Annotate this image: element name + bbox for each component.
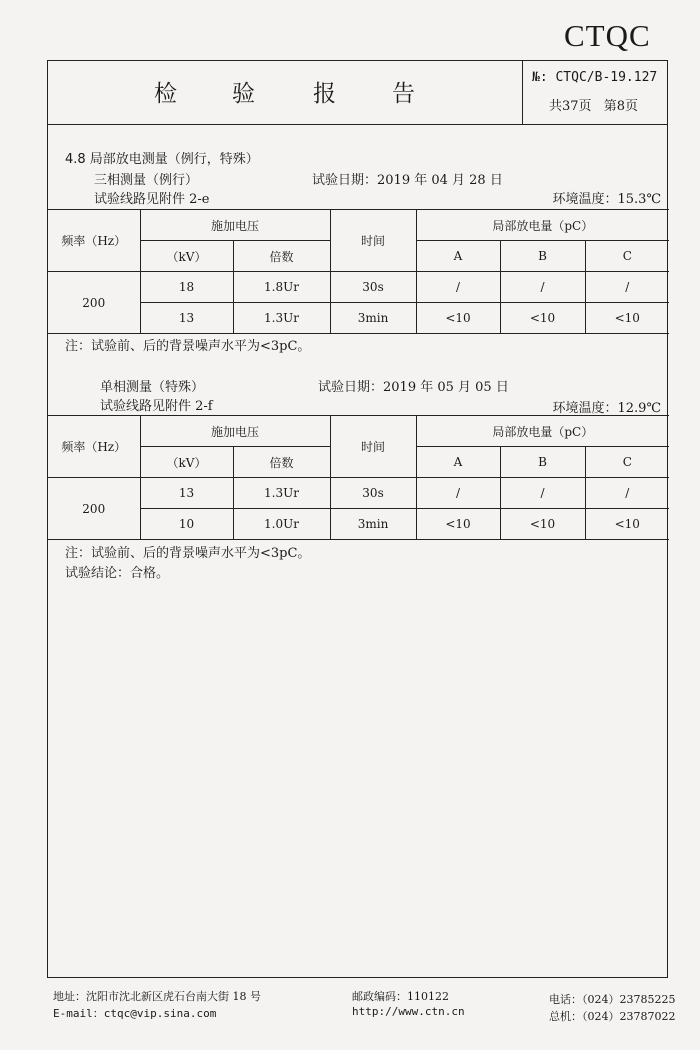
multiple-value: 1.3Ur (233, 478, 330, 509)
footer-postcode: 邮政编码：110122 (352, 990, 449, 1003)
test2-circuit: 试验线路见附件 2-f (100, 399, 213, 414)
time-value: 3min (330, 509, 416, 540)
pd-b-value: <10 (500, 509, 585, 540)
voltage-header: 施加电压 (140, 416, 330, 447)
kv-value: 10 (140, 509, 233, 540)
time-value: 30s (330, 272, 416, 303)
footer-website: http://www.ctn.cn (352, 1005, 465, 1018)
pd-c-value: / (585, 478, 669, 509)
table-row (48, 509, 669, 540)
footer-email: E-mail：ctqc@vip.sina.com (53, 1007, 217, 1020)
kv-value: 13 (140, 303, 233, 334)
phase-b-header: B (500, 241, 585, 272)
multiple-value: 1.3Ur (233, 303, 330, 334)
test1-circuit: 试验线路见附件 2-e (94, 192, 210, 207)
kv-header: （kV） (140, 447, 233, 478)
kv-value: 18 (140, 272, 233, 303)
multiple-value: 1.8Ur (233, 272, 330, 303)
pd-c-value: <10 (585, 509, 669, 540)
pd-b-value: <10 (500, 303, 585, 334)
time-header: 时间 (330, 416, 416, 478)
brand-logo: CTQC (564, 18, 651, 53)
pd-a-value: / (416, 272, 500, 303)
multiple-header: 倍数 (233, 241, 330, 272)
title-char: 验 (232, 81, 257, 107)
pd-b-value: / (500, 478, 585, 509)
test-conclusion: 试验结论：合格。 (65, 566, 170, 581)
test2-note: 注：试验前、后的背景噪声水平为<3pC。 (65, 546, 311, 561)
footer-address: 地址：沈阳市沈北新区虎石台南大街 18 号 (53, 990, 261, 1003)
footer-switchboard: 总机：（024）23787022 (549, 1010, 676, 1023)
report-header (48, 61, 667, 125)
test2-temperature: 环境温度：12.9℃ (552, 401, 661, 416)
phase-a-header: A (416, 241, 500, 272)
pd-c-value: <10 (585, 303, 669, 334)
test1-date: 试验日期：2019 年 04 月 28 日 (312, 173, 503, 188)
time-value: 30s (330, 478, 416, 509)
report-frame (47, 60, 668, 978)
test1-temperature: 环境温度：15.3℃ (552, 192, 661, 207)
report-number: №: CTQC/B-19.127 (532, 70, 658, 85)
time-value: 3min (330, 303, 416, 334)
phase-b-header: B (500, 447, 585, 478)
time-header: 时间 (330, 210, 416, 272)
pd-b-value: / (500, 272, 585, 303)
title-char: 告 (392, 81, 417, 107)
test2-table (48, 415, 669, 540)
page-number: 第8页 (603, 99, 638, 114)
pd-a-value: <10 (416, 303, 500, 334)
kv-value: 13 (140, 478, 233, 509)
test1-name: 三相测量（例行） (94, 173, 199, 188)
freq-header: 频率（Hz） (48, 210, 140, 272)
pd-c-value: / (585, 272, 669, 303)
voltage-header: 施加电压 (140, 210, 330, 241)
table-row (48, 478, 669, 509)
title-char: 报 (313, 81, 338, 107)
multiple-header: 倍数 (233, 447, 330, 478)
test2-name: 单相测量（特殊） (100, 380, 205, 395)
report-info (522, 61, 669, 124)
freq-header: 频率（Hz） (48, 416, 140, 478)
kv-header: （kV） (140, 241, 233, 272)
test2-date: 试验日期：2019 年 05 月 05 日 (318, 380, 509, 395)
report-title (48, 61, 523, 124)
pd-a-value: <10 (416, 509, 500, 540)
page-count (549, 95, 646, 114)
multiple-value: 1.0Ur (233, 509, 330, 540)
pd-header: 局部放电量（pC） (416, 416, 669, 447)
section-title: 4.8 局部放电测量（例行，特殊） (65, 152, 259, 167)
pd-header: 局部放电量（pC） (416, 210, 669, 241)
freq-value: 200 (48, 478, 140, 540)
table-row (48, 303, 669, 334)
test1-table (48, 209, 669, 334)
phase-a-header: A (416, 447, 500, 478)
table-row (48, 272, 669, 303)
freq-value: 200 (48, 272, 140, 334)
footer-phone: 电话：（024）23785225 (549, 993, 676, 1006)
test1-note: 注：试验前、后的背景噪声水平为<3pC。 (65, 339, 311, 354)
total-pages: 共37页 (549, 99, 592, 114)
phase-c-header: C (585, 241, 669, 272)
phase-c-header: C (585, 447, 669, 478)
pd-a-value: / (416, 478, 500, 509)
title-char: 检 (154, 81, 179, 107)
